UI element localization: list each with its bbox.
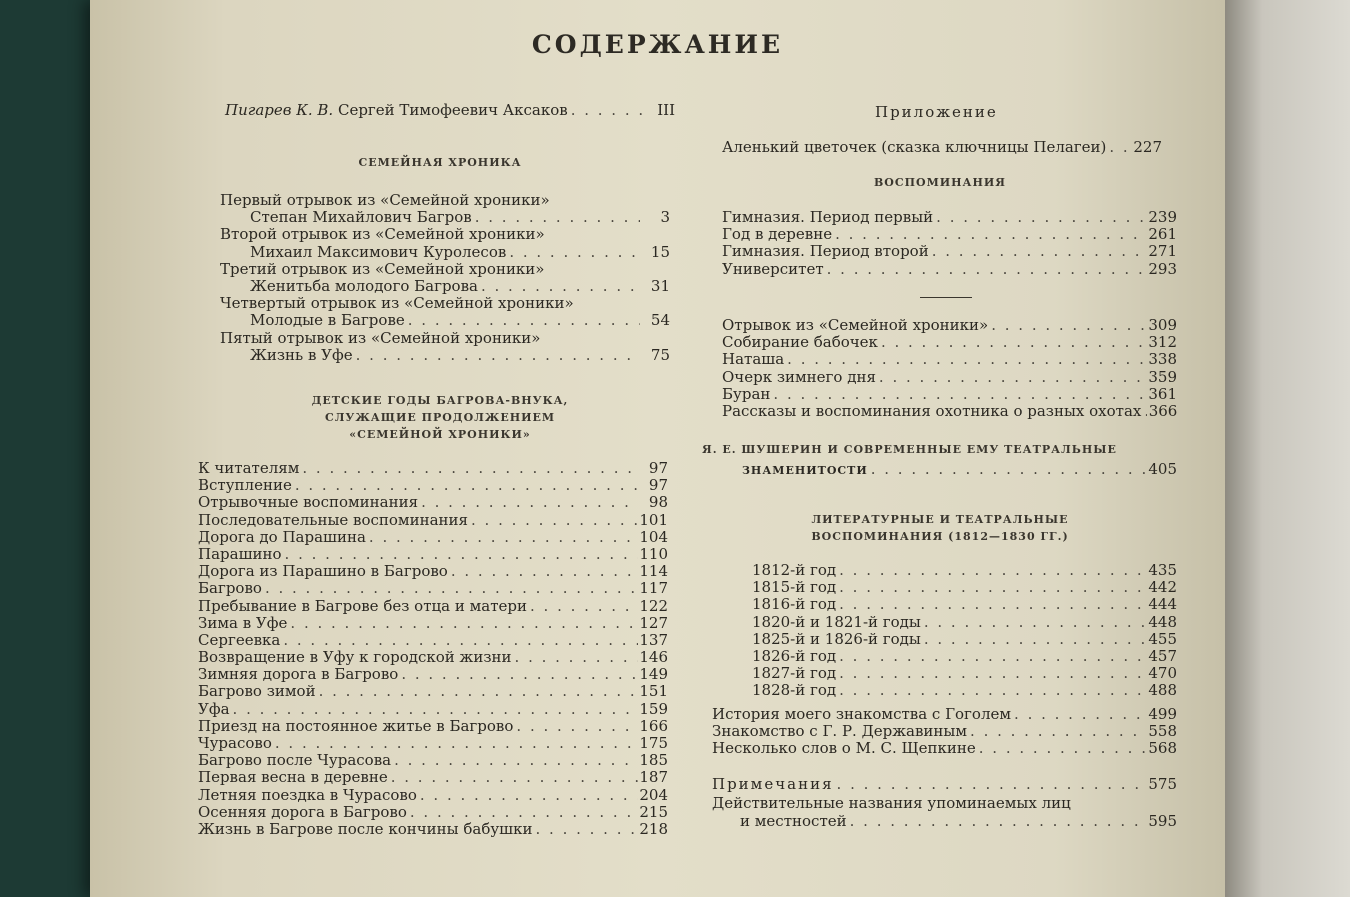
toc-entry	[712, 740, 1177, 757]
leader-dots	[832, 226, 1147, 243]
entry-page: 312	[1148, 333, 1177, 352]
entry-page: 110	[639, 544, 668, 563]
intro-page: III	[657, 101, 675, 119]
leader-dots	[1011, 706, 1147, 723]
entry-title: Пребывание в Багрове без отца и матери	[198, 596, 528, 615]
entry-title: Возвращение в Уфу к городской жизни	[198, 648, 512, 667]
entry-heading-text: Третий отрывок из «Семейной хроники»	[220, 259, 545, 278]
literary-heading-line: ЛИТЕРАТУРНЫЕ И ТЕАТРАЛЬНЫЕ	[811, 513, 1069, 526]
realnames-line2: и местностей	[740, 812, 847, 830]
toc-entry	[198, 477, 668, 494]
entry-title: Гимназия. Период первый	[722, 208, 934, 226]
book-page	[90, 0, 1225, 897]
toc-entry	[198, 580, 668, 597]
toc-entry	[752, 614, 1177, 631]
toc-entry	[722, 209, 1177, 226]
toc-entry	[220, 244, 670, 261]
leader-dots	[836, 665, 1147, 682]
entry-title: Очерк зимнего дня	[722, 367, 876, 386]
toc-entry	[752, 665, 1177, 682]
toc-entry	[198, 666, 668, 683]
entry-title: Вступление	[198, 476, 292, 495]
leader-dots	[282, 546, 638, 563]
shusherin-line1: Я. Е. ШУШЕРИН И СОВРЕМЕННЫЕ ЕМУ ТЕАТРАЛЬНЫЕ	[702, 443, 1117, 456]
entry-title: 1826-й год	[752, 646, 837, 665]
intro-entry	[225, 102, 675, 119]
entry-page: 97	[648, 476, 668, 495]
leader-dots	[824, 261, 1147, 278]
entry-title: Дорога из Парашино в Багрово	[198, 562, 448, 581]
section1-heading: СЕМЕЙНАЯ ХРОНИКА	[358, 156, 522, 169]
literary-heading-line: ВОСПОМИНАНИЯ (1812—1830 ГГ.)	[811, 530, 1069, 543]
appendix-page: 227	[1133, 138, 1162, 156]
toc-entry	[220, 347, 670, 364]
leader-dots	[472, 209, 640, 226]
leader-dots	[527, 598, 638, 615]
entry-title: Последовательные воспоминания	[198, 510, 468, 529]
appendix-entry	[722, 139, 1162, 156]
entry-page: 271	[1148, 242, 1177, 261]
leader-dots	[967, 723, 1147, 740]
entry-page: 151	[639, 682, 668, 701]
leader-dots	[391, 752, 638, 769]
toc-entry	[198, 615, 668, 632]
entry-page: 149	[639, 665, 668, 684]
leader-dots	[976, 740, 1147, 757]
appendix-heading: Приложение	[875, 103, 998, 121]
entry-page: 187	[639, 768, 668, 787]
entry-page: 455	[1148, 629, 1177, 648]
notes-entry	[712, 776, 1177, 793]
entry-title: Парашино	[198, 544, 282, 563]
entry-title: Дорога до Парашина	[198, 527, 366, 546]
toc-entry	[722, 351, 1177, 368]
toc-entry	[198, 804, 668, 821]
leader-dots	[292, 477, 638, 494]
entry-title: Собирание бабочек	[722, 333, 878, 352]
leader-dots	[230, 701, 638, 718]
entry-page: 239	[1148, 208, 1177, 226]
entry-page: 175	[639, 734, 668, 752]
entry-title: Рассказы и воспоминания охотника о разных охотах	[722, 401, 1142, 420]
toc-entry	[198, 546, 668, 563]
toc-entry	[722, 261, 1177, 278]
entry-page: 127	[639, 613, 668, 632]
leader-dots	[280, 632, 638, 649]
leader-dots	[836, 682, 1147, 699]
toc-entry	[198, 683, 668, 700]
entry-heading-text: Второй отрывок из «Семейной хроники»	[220, 225, 545, 244]
entry-page: 457	[1148, 646, 1177, 665]
toc-entry	[722, 369, 1177, 386]
entry-title: Сергеевка	[198, 630, 281, 649]
entry-page: 75	[650, 345, 670, 364]
intro-title: Сергей Тимофеевич Аксаков	[337, 101, 568, 119]
background-surface	[1225, 0, 1350, 897]
entry-title: Приезд на постоянное житье в Багрово	[198, 716, 514, 735]
toc-entry	[198, 563, 668, 580]
entry-title: Первая весна в деревне	[198, 768, 388, 787]
leader-dots	[506, 244, 640, 261]
toc-entry	[752, 579, 1177, 596]
toc-entry	[198, 735, 668, 752]
entry-title: Багрово после Чурасова	[198, 751, 392, 770]
entry-title: 1825-й и 1826-й годы	[752, 629, 921, 648]
entry-title: Жизнь в Багрове после кончины бабушки	[198, 819, 533, 838]
memoirs-list	[722, 209, 1177, 278]
toc-entry	[220, 278, 670, 295]
entry-title: Университет	[722, 259, 824, 278]
notes-page: 575	[1148, 775, 1177, 793]
entry-heading	[220, 226, 670, 243]
entry-page: 31	[650, 276, 670, 295]
leader-dots	[784, 351, 1147, 368]
entry-page: 215	[639, 802, 668, 821]
leader-dots	[388, 769, 638, 786]
leader-dots	[876, 369, 1147, 386]
entry-title: Отрывочные воспоминания	[198, 493, 419, 512]
entry-heading	[220, 192, 670, 209]
entry-title: 1827-й год	[752, 664, 837, 683]
entry-title: История моего знакомства с Гоголем	[712, 705, 1012, 723]
divider	[920, 297, 972, 298]
entry-heading-text: Пятый отрывок из «Семейной хроники»	[220, 328, 541, 347]
entry-heading-text: Первый отрывок из «Семейной хроники»	[220, 191, 550, 209]
entry-page: 159	[639, 699, 668, 718]
leader-dots	[836, 596, 1147, 613]
leader-dots	[417, 787, 638, 804]
entry-page: 448	[1148, 612, 1177, 631]
entry-title: Жизнь в Уфе	[250, 345, 353, 364]
leader-dots	[407, 804, 638, 821]
entry-page: 146	[639, 648, 668, 667]
entry-title: Женитьба молодого Багрова	[250, 276, 478, 295]
toc-entry	[198, 512, 668, 529]
toc-entry	[752, 648, 1177, 665]
leader-dots	[921, 631, 1147, 648]
toc-entry	[198, 632, 668, 649]
entry-page: 114	[639, 562, 668, 581]
leader-dots	[478, 278, 640, 295]
leader-dots	[770, 386, 1147, 403]
entry-page: 366	[1148, 401, 1178, 420]
entry-page: 261	[1148, 225, 1177, 244]
entry-title: Багрово зимой	[198, 682, 316, 701]
section2-list	[198, 460, 668, 838]
entry-page: 488	[1148, 681, 1177, 700]
section1-list	[220, 192, 670, 364]
realnames-entry	[740, 813, 1177, 830]
entry-page: 204	[639, 785, 668, 804]
leader-dots	[921, 614, 1147, 631]
entry-page: 499	[1148, 705, 1177, 723]
entry-page: 338	[1148, 350, 1177, 369]
toc-entry	[198, 460, 668, 477]
toc-entry	[198, 787, 668, 804]
toc-entry	[198, 769, 668, 786]
leader-dots	[836, 579, 1147, 596]
entry-title: Уфа	[198, 699, 230, 718]
toc-entry	[198, 598, 668, 615]
literary-items-list	[712, 706, 1177, 758]
toc-entry	[198, 752, 668, 769]
toc-entry	[722, 386, 1177, 403]
entry-page: 558	[1148, 722, 1177, 741]
entry-heading-text: Четвертый отрывок из «Семейной хроники»	[220, 294, 574, 313]
memoirs-heading: ВОСПОМИНАНИЯ	[873, 176, 1006, 189]
entry-title: 1828-й год	[752, 681, 837, 700]
toc-entry	[712, 706, 1177, 723]
leader-dots	[262, 580, 638, 597]
section2-heading-line: ДЕТСКИЕ ГОДЫ БАГРОВА-ВНУКА,	[311, 394, 569, 407]
leader-dots	[398, 666, 638, 683]
leader-dots	[468, 512, 638, 529]
entry-title: Гимназия. Период второй	[722, 242, 929, 261]
entry-title: Буран	[722, 384, 771, 403]
entry-heading	[220, 295, 670, 312]
toc-entry	[722, 226, 1177, 243]
entry-page: 444	[1148, 595, 1177, 614]
entry-page: 97	[648, 459, 668, 477]
entry-title: Зимняя дорога в Багрово	[198, 665, 399, 684]
literary-heading	[790, 511, 1090, 545]
toc-entry	[220, 209, 670, 226]
literary-years-list	[752, 562, 1177, 700]
leader-dots	[366, 529, 638, 546]
toc-entry	[722, 334, 1177, 351]
leader-dots	[988, 317, 1147, 334]
leader-dots	[878, 334, 1147, 351]
entry-page: 117	[639, 579, 668, 598]
entry-title: Михаил Максимович Куролесов	[250, 242, 507, 261]
toc-entry	[198, 494, 668, 511]
entry-page: 470	[1148, 664, 1177, 683]
shusherin-entry	[742, 461, 1177, 478]
entry-title: Несколько слов о М. С. Щепкине	[712, 739, 976, 758]
leader-dots	[287, 615, 638, 632]
entry-heading	[220, 261, 670, 278]
entry-page: 359	[1148, 367, 1177, 386]
entry-page: 309	[1148, 316, 1177, 334]
entry-page: 293	[1148, 259, 1177, 278]
entry-heading	[220, 330, 670, 347]
toc-entry	[722, 317, 1177, 334]
notes-title: Примечания	[712, 775, 834, 793]
section2-heading-line: «СЕМЕЙНОЙ ХРОНИКИ»	[349, 428, 531, 441]
toc-entry	[752, 596, 1177, 613]
entry-page: 98	[648, 493, 668, 512]
page-title: СОДЕРЖАНИЕ	[531, 30, 784, 59]
entry-title: 1812-й год	[752, 561, 837, 579]
toc-entry	[752, 631, 1177, 648]
entry-page: 101	[639, 510, 668, 529]
leader-dots	[512, 649, 638, 666]
toc-entry	[752, 562, 1177, 579]
leader-dots	[929, 243, 1147, 260]
realnames-line1: Действительные названия упоминаемых лиц	[712, 794, 1071, 812]
leader-dots	[933, 209, 1147, 226]
entry-page: 166	[639, 716, 668, 735]
entry-title: К читателям	[198, 459, 300, 477]
leader-dots	[405, 312, 640, 329]
entry-title: Багрово	[198, 579, 262, 598]
leader-dots	[513, 718, 638, 735]
shusherin-line2: ЗНАМЕНИТОСТИ	[742, 464, 868, 477]
toc-entry	[198, 529, 668, 546]
leader-dots	[272, 735, 638, 752]
entry-title: Отрывок из «Семейной хроники»	[722, 316, 989, 334]
intro-author: Пигарев К. В.	[225, 101, 334, 119]
entry-page: 361	[1148, 384, 1177, 403]
section2-heading-line: СЛУЖАЩИЕ ПРОДОЛЖЕНИЕМ	[324, 411, 556, 424]
entry-page: 218	[639, 819, 668, 838]
entry-title: Знакомство с Г. Р. Державиным	[712, 722, 968, 741]
leader-dots	[836, 648, 1147, 665]
entry-page: 442	[1148, 578, 1177, 597]
toc-entry	[198, 701, 668, 718]
entry-title: Чурасово	[198, 734, 272, 752]
toc-entry	[198, 718, 668, 735]
entry-title: Летняя поездка в Чурасово	[198, 785, 417, 804]
entry-title: Степан Михайлович Багров	[250, 208, 472, 227]
shusherin-heading	[702, 441, 1147, 458]
entry-page: 122	[639, 596, 668, 615]
toc-entry	[752, 682, 1177, 699]
entry-title: Наташа	[722, 350, 785, 369]
entry-page: 104	[639, 527, 668, 546]
leader-dots	[448, 563, 638, 580]
toc-entry	[712, 723, 1177, 740]
entry-page: 3	[660, 208, 670, 227]
leader-dots	[316, 683, 638, 700]
entry-title: Молодые в Багрове	[250, 311, 405, 330]
entry-page: 54	[650, 311, 670, 330]
entry-page: 568	[1148, 739, 1177, 758]
entry-title: Зима в Уфе	[198, 613, 288, 632]
entry-page: 185	[639, 751, 668, 770]
shusherin-page: 405	[1148, 460, 1177, 478]
entry-page: 435	[1148, 561, 1177, 579]
leader-dots	[836, 562, 1147, 579]
entry-title: 1820-й и 1821-й годы	[752, 612, 921, 631]
leader-dots	[299, 460, 638, 477]
leader-dots	[533, 821, 639, 838]
leader-dots	[418, 494, 638, 511]
entry-title: Год в деревне	[722, 225, 833, 244]
toc-entry	[722, 243, 1177, 260]
toc-entry	[198, 821, 668, 838]
toc-entry	[198, 649, 668, 666]
toc-entry	[220, 312, 670, 329]
entry-title: 1816-й год	[752, 595, 837, 614]
section2-heading	[270, 392, 610, 443]
appendix-title: Аленький цветочек (сказка ключницы Пелагеи)	[722, 138, 1107, 156]
leader-dots	[353, 347, 640, 364]
entry-page: 15	[650, 242, 670, 261]
toc-entry	[722, 403, 1177, 420]
realnames-page: 595	[1148, 812, 1177, 830]
memoirs-list-2	[722, 317, 1177, 420]
entry-page: 137	[639, 630, 668, 649]
entry-title: Осенняя дорога в Багрово	[198, 802, 407, 821]
entry-title: 1815-й год	[752, 578, 837, 597]
